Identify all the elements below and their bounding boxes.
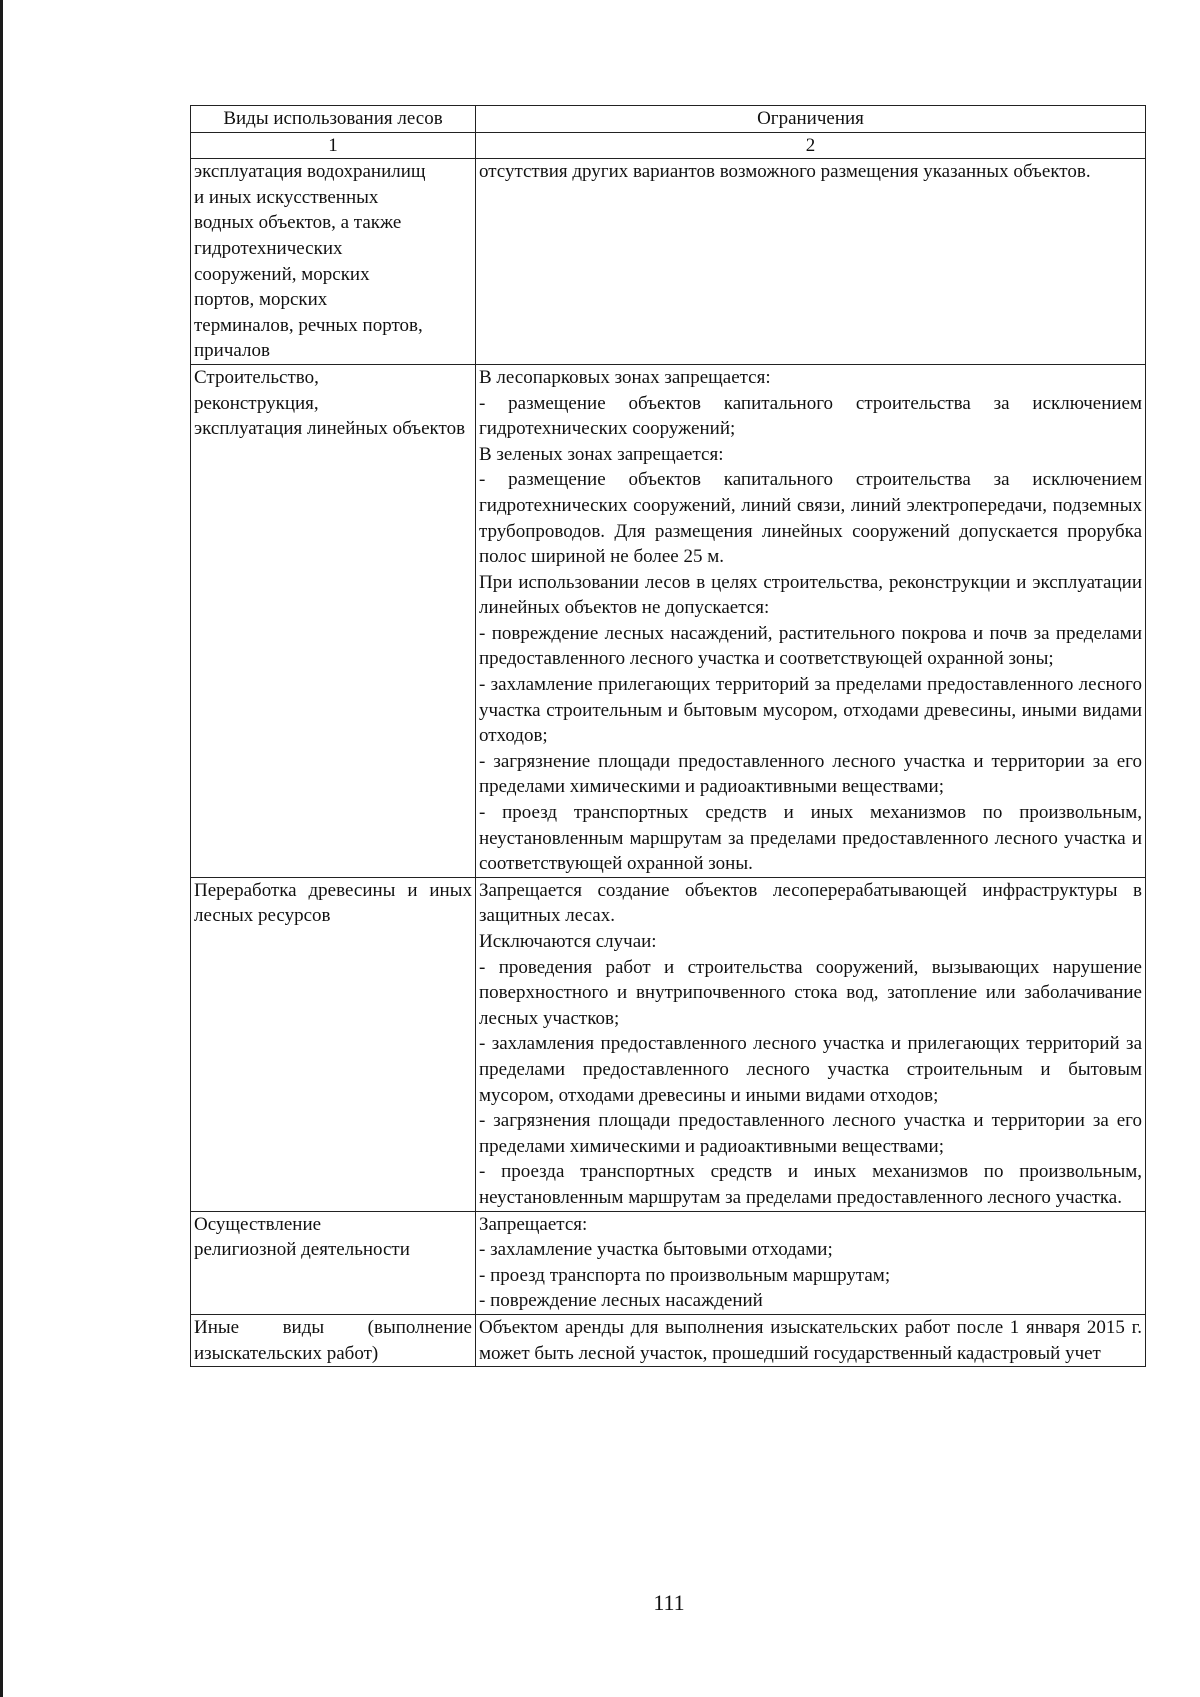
column-number-1: 1 <box>191 132 476 159</box>
scan-left-edge <box>0 0 3 1697</box>
use-type-line: реконструкция, <box>194 392 319 414</box>
header-forest-use-types: Виды использования лесов <box>191 106 476 133</box>
restriction-paragraph: - загрязнение площади предоставленного лесного участка и территории за его пределами химическими и радиоактивными веществами; <box>479 750 1142 798</box>
restriction-paragraph: Объектом аренды для выполнения изыскательских работ после 1 января 2015 г. может быть лесной участок, прошедший государственный кадастровый учет <box>479 1316 1142 1364</box>
table-row <box>191 364 1146 877</box>
use-type-cell <box>191 877 476 1211</box>
header-restrictions: Ограничения <box>476 106 1146 133</box>
use-type-line: Осуществление <box>194 1213 322 1235</box>
use-type-line: религиозной деятельности <box>194 1239 410 1261</box>
column-number-2: 2 <box>476 132 1146 159</box>
restriction-paragraph: - размещение объектов капитального строительства за исключением гидротехнических сооружений; <box>479 392 1142 440</box>
restriction-paragraph: - захламление участка бытовыми отходами; <box>479 1239 833 1261</box>
restrictions-cell <box>476 1314 1146 1366</box>
table-header-row <box>191 106 1146 133</box>
restriction-paragraph: - повреждение лесных насаждений <box>479 1290 763 1312</box>
restrictions-cell <box>476 364 1146 877</box>
use-type-line: эксплуатация водохранилищ <box>194 161 426 183</box>
restrictions-cell <box>476 877 1146 1211</box>
use-type-cell <box>191 1211 476 1314</box>
restriction-paragraph: - захламление прилегающих территорий за пределами предоставленного лесного участка строительным и бытовым мусором, отходами древесины, иными видами отходов; <box>479 674 1142 747</box>
use-type-line: Переработка древесины и иных лесных ресурсов <box>194 879 472 927</box>
table-row <box>191 1314 1146 1366</box>
use-type-cell <box>191 364 476 877</box>
restriction-paragraph: - проезд транспорта по произвольным маршрутам; <box>479 1264 891 1286</box>
use-type-line: причалов <box>194 340 270 362</box>
restriction-paragraph: - захламления предоставленного лесного участка и прилегающих территорий за пределами предоставленного лесного участка строительным и бытовым мусором, отходами древесины и иными видами отходов; <box>479 1033 1142 1106</box>
use-type-line: эксплуатация линейных объектов <box>194 418 466 440</box>
restriction-paragraph: Запрещается создание объектов лесоперерабатывающей инфраструктуры в защитных лесах. <box>479 879 1142 927</box>
table-row <box>191 159 1146 365</box>
use-type-cell <box>191 1314 476 1366</box>
use-type-line: гидротехнических <box>194 237 343 259</box>
restriction-paragraph: При использовании лесов в целях строительства, реконструкции и эксплуатации линейных объектов не допускается: <box>479 571 1142 619</box>
use-type-line: водных объектов, а также <box>194 212 402 234</box>
use-type-line: терминалов, речных портов, <box>194 314 423 336</box>
column-number-row <box>191 132 1146 159</box>
restriction-paragraph: - повреждение лесных насаждений, растительного покрова и почв за пределами предоставленного лесного участка и соответствующей охранной зоны; <box>479 622 1142 670</box>
use-type-line: Строительство, <box>194 366 319 388</box>
restriction-paragraph: - загрязнения площади предоставленного лесного участка и территории за его пределами химическими и радиоактивными веществами; <box>479 1110 1142 1157</box>
restriction-paragraph: В лесопарковых зонах запрещается: <box>479 366 771 388</box>
restriction-paragraph: отсутствия других вариантов возможного размещения указанных объектов. <box>479 161 1091 183</box>
restriction-paragraph: - проезд транспортных средств и иных механизмов по произвольным, неустановленным маршрутам за пределами предоставленного лесного участка и соответствующей охранной зоны. <box>479 802 1142 875</box>
use-type-line: сооружений, морских <box>194 263 370 285</box>
forest-use-restrictions-table <box>190 105 1146 1367</box>
use-type-line: портов, морских <box>194 289 328 311</box>
restriction-paragraph: - проезда транспортных средств и иных механизмов по произвольным, неустановленным маршрутам за пределами предоставленного лесного участка. <box>479 1161 1142 1208</box>
restriction-paragraph: Исключаются случаи: <box>479 931 657 952</box>
use-type-line: Иные виды (выполнение изыскательских работ) <box>194 1316 472 1364</box>
use-type-cell <box>191 159 476 365</box>
restriction-paragraph: - проведения работ и строительства сооружений, вызывающих нарушение поверхностного и внутрипочвенного стока вод, затопление или заболачивание лесных участков; <box>479 956 1142 1029</box>
use-type-line: и иных искусственных <box>194 186 379 208</box>
restrictions-cell <box>476 159 1146 365</box>
page-number: 111 <box>653 1590 685 1615</box>
restrictions-cell <box>476 1211 1146 1314</box>
table-row <box>191 1211 1146 1314</box>
restriction-paragraph: - размещение объектов капитального строительства за исключением гидротехнических сооружений, линий связи, линий электропередачи, подземных трубопроводов. Для размещения линейных сооружений допускается прорубка полос шириной не более 25 м. <box>479 469 1142 568</box>
restriction-paragraph: В зеленых зонах запрещается: <box>479 443 724 465</box>
restriction-paragraph: Запрещается: <box>479 1213 588 1235</box>
table-row <box>191 877 1146 1211</box>
